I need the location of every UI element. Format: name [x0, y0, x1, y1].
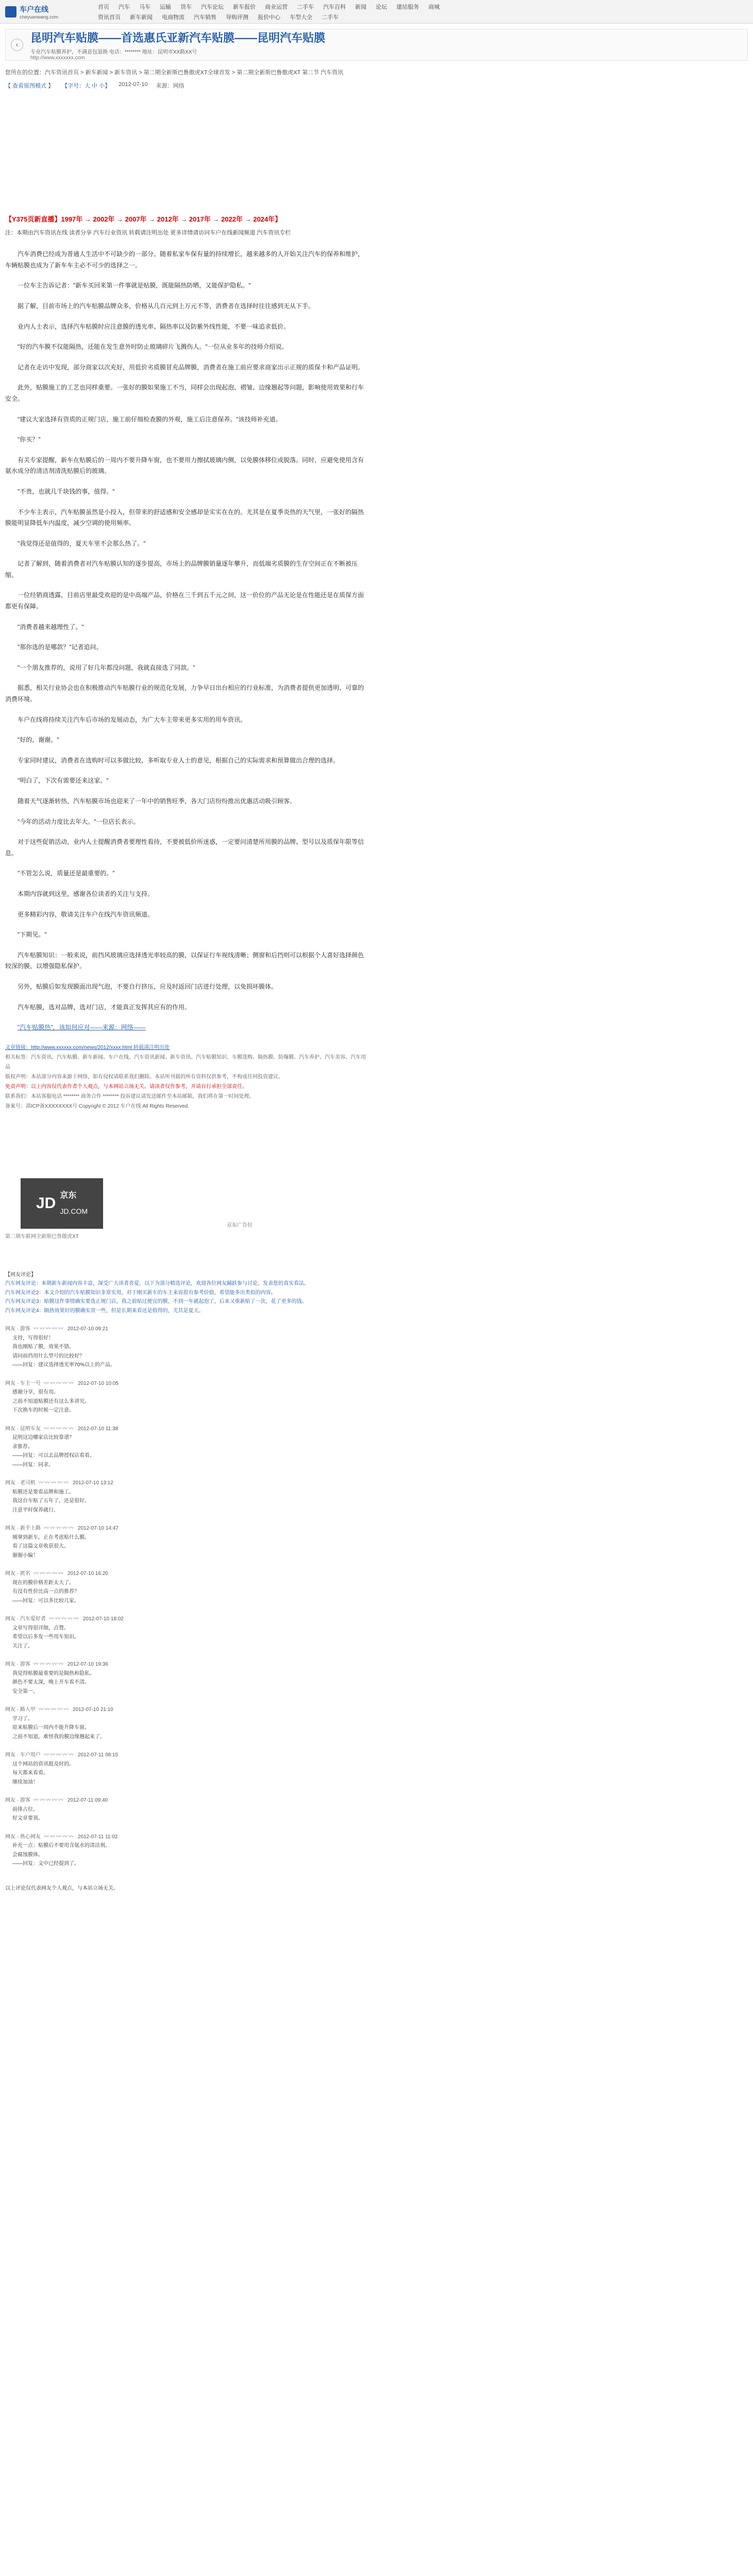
comment-time: 2012-07-10 14:47: [77, 1526, 119, 1532]
comment-line: ——回复：同求。: [12, 1462, 54, 1468]
article-paragraph: 此外，贴膜施工的工艺也同样重要。一张好的膜如果施工不当，同样会出现起泡、褶皱、边缘翘起等问题，影响使用效果和行车安全。: [5, 384, 364, 402]
article-paragraph: "建议大家选择有资质的正规门店，施工前仔细检查膜的外观，施工后注意保养。"该技师补充道。: [18, 415, 282, 423]
top-nav-item[interactable]: 汽车百科: [323, 4, 346, 10]
sub-nav-item[interactable]: 电商物流: [162, 14, 185, 21]
comment-line: 好文章要顶。: [12, 1816, 43, 1822]
comment-line: 安全第一。: [12, 1688, 38, 1694]
comment-line: 求推荐。: [12, 1444, 33, 1450]
comment-item: [5, 1660, 376, 1696]
comment-line: 每天都来看看。: [12, 1770, 48, 1776]
comment-time: 2012-07-10 11:38: [77, 1426, 119, 1432]
article-paragraph: 据了解，目前市场上的汽车贴膜品牌众多，价格从几百元到上万元不等，消费者在选择时往往感到无从下手。: [18, 302, 315, 310]
comment-item: [5, 1325, 376, 1370]
comment-line: ——回复：可以多比较几家。: [12, 1598, 79, 1604]
comment-time: 2012-07-10 18:02: [82, 1616, 124, 1622]
article-paragraph: 记者在走访中发现，部分商家以次充好，用低价劣质膜冒充品牌膜，消费者在施工前应要求商家出示正规的质保卡和产品证明。: [18, 363, 364, 371]
article-paragraphs: [5, 249, 366, 1013]
article-paragraph: 专家同时建议，消费者在选购时可以多做比较，多听取专业人士的意见，根据自己的实际需求和预算做出合理的选择。: [18, 756, 340, 764]
top-nav-item[interactable]: 汽车: [119, 4, 130, 10]
article-body: [5, 213, 366, 1033]
comment-user[interactable]: 网友 · 昆明车友: [5, 1426, 41, 1432]
article-url[interactable]: 文章链接：http://www.xxxxxx.com/news/2012/xxxx.html 转载请注明出处: [5, 1044, 170, 1050]
comment-time: 2012-07-10 13:12: [72, 1480, 113, 1486]
article-paragraph: 随着天气逐渐转热，汽车贴膜市场也迎来了一年中的销售旺季，各大门店纷纷推出优惠活动吸引顾客。: [18, 798, 296, 805]
wave-icon: 〰〰〰〰〰: [33, 1798, 64, 1804]
comment-line: ——回复：建议选择透光率70%以上的产品。: [12, 1362, 116, 1368]
comment-user[interactable]: 网友 · 汽车爱好者: [5, 1616, 46, 1622]
comment-line: 刚拿到新车，正在考虑贴什么膜。: [12, 1534, 90, 1540]
comment-line: 我这台车贴了五年了，还是很好。: [12, 1498, 90, 1504]
sub-nav-item[interactable]: 车型大全: [290, 14, 312, 21]
comment-header: [5, 1796, 376, 1805]
icp-line: 备案号：滇ICP备XXXXXXXX号 Copyright © 2012 车户在线 All Rights Reserved.: [5, 1103, 189, 1109]
comment-user[interactable]: 网友 · 新手上路: [5, 1526, 41, 1532]
top-nav-item[interactable]: 汽车论坛: [201, 4, 224, 10]
article-paragraph: "不贵，也就几千块钱的事，值得。": [18, 487, 115, 495]
comment-line: 下次换车的时候一定注意。: [12, 1408, 74, 1414]
comment-line: 会腐蚀膜体。: [12, 1852, 43, 1858]
comment-body: [12, 1388, 376, 1415]
top-nav-item[interactable]: 首页: [98, 4, 109, 10]
wave-icon: 〰〰〰〰〰: [48, 1616, 80, 1622]
top-nav-item[interactable]: 商城: [428, 4, 440, 10]
article-paragraph: "明白了，下次有需要还来这家。": [18, 777, 109, 785]
comment-time: 2012-07-10 21:10: [72, 1707, 113, 1713]
comment-header: [5, 1524, 376, 1533]
comment-body: [12, 1433, 376, 1469]
comment-item: [5, 1833, 376, 1869]
sub-nav-item[interactable]: 报价中心: [258, 14, 280, 21]
comment-line: 我觉得贴膜最重要的是隔热和隐私。: [12, 1670, 95, 1676]
comment-header: [5, 1833, 376, 1842]
comment-body: [12, 1715, 376, 1742]
comment-line: 原来贴膜后一周内不能升降车窗。: [12, 1725, 90, 1731]
comment-line: 感谢分享，很有用。: [12, 1389, 59, 1396]
comment-header: [5, 1615, 376, 1624]
comment-body: [12, 1488, 376, 1515]
ad-banner[interactable]: [5, 29, 748, 61]
banner-title[interactable]: 昆明汽车贴膜——首选惠氏亚新汽车贴膜——昆明汽车贴膜: [30, 31, 326, 44]
comment-line: 谢谢小编！: [12, 1552, 38, 1558]
wave-icon: 〰〰〰〰〰: [33, 1571, 64, 1577]
chevron-left-icon[interactable]: ‹: [11, 39, 23, 51]
comment-user[interactable]: 网友 · 游客: [5, 1798, 30, 1804]
comment-header: [5, 1479, 376, 1488]
wave-icon: 〰〰〰〰〰: [33, 1326, 64, 1332]
comment-time: 2012-07-11 08:15: [77, 1752, 119, 1758]
comment-line: 贴膜还是要看品牌和施工。: [12, 1489, 74, 1495]
top-nav: [98, 3, 440, 11]
jd-brand-url: JD.COM: [60, 1207, 88, 1216]
comment-body: [12, 1760, 376, 1787]
comment-line: 希望以后多发一些用车知识。: [12, 1634, 79, 1640]
comment-user[interactable]: 网友 · 老司机: [5, 1480, 36, 1486]
comment-user[interactable]: 网友 · 匿名: [5, 1571, 30, 1577]
original-mode-link[interactable]: 【 查看原图模式 】: [5, 83, 54, 89]
comment-time: 2012-07-10 19:36: [67, 1662, 108, 1668]
tags-line: 相关标签：汽车资讯、汽车贴膜、新车新闻、车户在线、汽车资讯新闻、新车资讯、汽车贴膜知识、车膜选购、隔热膜、防爆膜、汽车养护、汽车美容、汽车用品: [5, 1054, 366, 1070]
article-paragraph: 记者了解到，随着消费者对汽车贴膜认知的逐步提高，市场上的品牌膜销量逐年攀升，而低端劣质膜的生存空间正在不断被压缩。: [5, 560, 358, 579]
comment-user[interactable]: 网友 · 车主一号: [5, 1380, 41, 1386]
ad-line: 第二期车联网全新斯巴鲁傲虎XT: [5, 1233, 79, 1240]
jd-brand: JD: [36, 1194, 56, 1212]
article-headline: 【Y375页新直播】1997年 → 2002年 → 2007年 → 2012年 → 2017年 → 2022年 → 2024年】: [5, 215, 282, 223]
article-paragraph: 汽车贴膜知识：一般来说，前挡风玻璃应选择透光率较高的膜，以保证行车视线清晰；侧窗和后挡则可以根据个人喜好选择颜色较深的膜，以增强隐私保护。: [5, 951, 364, 970]
comment-body: [12, 1533, 376, 1561]
comment-time: 2012-07-11 09:40: [67, 1798, 108, 1804]
jd-logo[interactable]: [21, 1178, 103, 1229]
comment-time: 2012-07-10 10:05: [77, 1380, 119, 1386]
comment-line: 现在的膜价格差距太大了。: [12, 1580, 74, 1586]
comment-header: [5, 1660, 376, 1669]
contact-line: 联系我们：本站客服电话 ******** 商务合作 ******** 投诉建议请发送邮件至本站邮箱，我们将在第一时间处理。: [5, 1093, 255, 1099]
top-nav-item[interactable]: 商业运营: [265, 4, 288, 10]
comment-line: ——回复：文中已经提到了。: [12, 1861, 79, 1867]
comment-line: 昆明这边哪家店比较靠谱？: [12, 1435, 74, 1441]
top-nav-item[interactable]: 货车: [180, 4, 192, 10]
comment-line: 支持，写得很好！: [12, 1335, 54, 1341]
comment-body: [12, 1669, 376, 1697]
top-nav-item[interactable]: 马车: [139, 4, 150, 10]
comment-item: [5, 1479, 376, 1515]
comment-line: 有没有性价比高一点的推荐？: [12, 1589, 79, 1595]
comment-user[interactable]: 网友 · 热心网友: [5, 1834, 41, 1840]
comments-title: 【网友评论】: [5, 1272, 36, 1278]
wave-icon: 〰〰〰〰〰: [43, 1426, 75, 1432]
comment-header: [5, 1325, 376, 1334]
wave-icon: 〰〰〰〰〰: [38, 1480, 70, 1486]
comment-time: 2012-07-11 11:02: [77, 1834, 118, 1840]
article-footer: [5, 1043, 366, 1111]
article-paragraph: 对于这些促销活动，业内人士提醒消费者要理性看待，不要被低价所迷惑，一定要问清楚所用膜的品牌、型号以及质保年限等信息。: [5, 838, 364, 857]
comments-end-note: 以上评论仅代表网友个人观点，与本站立场无关。: [5, 1885, 119, 1891]
comment-body: [12, 1624, 376, 1651]
comment-item: [5, 1796, 376, 1823]
comment-line: 颜色不要太深，晚上开车看不清。: [12, 1680, 90, 1686]
disclaimer-line: 免责声明：以上内容仅代表作者个人观点，与本网站立场无关。请读者仅作参考，并请自行承担全部责任。: [5, 1083, 247, 1090]
comment-item: [5, 1569, 376, 1605]
comments-lead-line: 汽车网友评论4：隔热效果好的膜确实贵一些，但是长期来看还是值得的，尤其是夏天。: [5, 1308, 204, 1314]
logo-text: 车户在线: [20, 5, 48, 13]
article-meta: [5, 81, 748, 90]
comments-lead: [5, 1279, 376, 1315]
article-paragraph: "我觉得还是值得的，夏天车里不会那么热了。": [18, 539, 146, 547]
comment-user[interactable]: 网友 · 路人甲: [5, 1707, 36, 1713]
comment-body: [12, 1805, 376, 1823]
ad-caption: 京东广告位: [227, 1222, 253, 1228]
sub-nav: [98, 13, 440, 21]
comment-time: 2012-07-10 09:21: [67, 1326, 108, 1332]
article-paragraph: "消费者越来越理性了。": [18, 623, 84, 631]
article-paragraph: 汽车贴膜，选对品牌，选对门店，才能真正发挥其应有的作用。: [18, 1003, 191, 1011]
article-paragraph: 一位经销商透露，目前店里最受欢迎的是中高端产品，价格在三千到五千元之间，这一价位的产品无论是在性能还是在质保方面都更有保障。: [5, 591, 364, 611]
article-paragraph: 更多精彩内容，敬请关注车户在线汽车资讯频道。: [18, 910, 154, 918]
article-source: 来源：网络: [156, 83, 185, 89]
comment-item: [5, 1615, 376, 1651]
wave-icon: 〰〰〰〰〰: [43, 1752, 75, 1758]
comment-line: 我也刚贴了膜，效果不错。: [12, 1344, 74, 1350]
logo-icon: [5, 6, 16, 18]
comments-lead-line: 汽车网友评论2：本文介绍的汽车贴膜知识非常实用，对于刚买新车的车主来说很有参考价值，希望能多出类似的内容。: [5, 1290, 276, 1296]
comment-line: 之前不知道，难怪我的膜边缘翘起来了。: [12, 1734, 105, 1740]
top-nav-item[interactable]: 论坛: [376, 4, 387, 10]
breadcrumb[interactable]: 您所在的位置：汽车资讯首页 > 新车新闻 > 新车资讯 > 第二期全新斯巴鲁傲虎XT全球首发 > 第二期全新斯巴鲁傲虎XT 第二节 汽车资讯: [5, 70, 344, 76]
logo-subtext: cheyuanwang.com: [20, 14, 59, 20]
comment-line: 学习了。: [12, 1716, 33, 1722]
article-paragraph: 汽车消费已经成为普通人生活中不可缺少的一部分。随着私家车保有量的持续增长，越来越多的人开始关注汽车的保养和维护，车辆贴膜也成为了新车车主必不可少的选择之一。: [5, 250, 364, 269]
article-paragraph: 不少车主表示，汽车贴膜虽然是小投入，但带来的舒适感和安全感却是实实在在的。尤其是在夏季炎热的天气里，一张好的隔热膜能明显降低车内温度，减少空调的使用频率。: [5, 508, 364, 527]
comment-line: 继续加油！: [12, 1779, 38, 1785]
comment-line: 看了这篇文章收获很大。: [12, 1544, 69, 1550]
comment-header: [5, 1705, 376, 1715]
jd-brand-cn: 京东: [60, 1191, 77, 1200]
sub-nav-item[interactable]: 二手车: [322, 14, 339, 21]
article-note: 注：本期由汽车资讯在线 读者分享 汽车行业资讯 转载请注明出处 更多详情请访问车户在线新闻频道 汽车资讯专栏: [5, 230, 291, 236]
sub-nav-item[interactable]: 汽车销售: [194, 14, 216, 21]
comment-line: 这个网站的资讯挺及时的。: [12, 1761, 74, 1767]
article-paragraph: "下期见。": [18, 931, 47, 939]
article-paragraph: 另外，贴膜后如发现膜面出现气泡，不要自行挤压，应及时返回门店进行处理，以免损坏膜体。: [18, 982, 278, 990]
comment-line: 文章写得很详细，点赞。: [12, 1625, 69, 1631]
top-nav-item[interactable]: 运输: [160, 4, 171, 10]
top-nav-item[interactable]: 新车报价: [233, 4, 256, 10]
publish-date: 2012-07-10: [119, 81, 148, 88]
article-paragraph: "不管怎么说，质量还是最重要的。": [18, 870, 115, 877]
comment-user[interactable]: 网友 · 车户用户: [5, 1752, 41, 1758]
comment-user[interactable]: 网友 · 游客: [5, 1326, 30, 1332]
article-paragraph: "一个朋友推荐的，说用了好几年都没问题，我就直接选了同款。": [18, 664, 195, 671]
comment-line: 前排占位。: [12, 1806, 38, 1812]
comment-header: [5, 1379, 376, 1388]
comments-section: [5, 1270, 376, 1893]
comment-header: [5, 1425, 376, 1434]
comment-header: [5, 1751, 376, 1760]
top-bar: [0, 0, 753, 24]
comment-line: 注意平时保养就行。: [12, 1507, 59, 1513]
article-paragraph: "今年的活动力度比去年大。"一位店长表示。: [18, 818, 140, 825]
wave-icon: 〰〰〰〰〰: [38, 1707, 70, 1713]
comment-line: 补充一点：贴膜后不要用含氨水的清洁剂。: [12, 1843, 110, 1849]
comments-lead-line: 汽车网友评论3：贴膜这件事情确实要选正规门店，我之前贴过便宜的膜，不到一年就起泡了，后来又重新贴了一次，花了更多的钱。: [5, 1299, 307, 1305]
article-paragraph: 业内人士表示，选择汽车贴膜时应注意膜的透光率、隔热率以及防紫外线性能，不要一味追求低价。: [18, 323, 290, 330]
font-size-switch[interactable]: 【字号：大 中 小】: [62, 83, 111, 89]
wave-icon: 〰〰〰〰〰: [43, 1834, 75, 1840]
article-paragraph: "好的汽车膜不仅能隔热，还能在发生意外时防止玻璃碎片飞溅伤人。"一位从业多年的技师介绍说。: [18, 343, 288, 351]
wave-icon: 〰〰〰〰〰: [43, 1526, 75, 1532]
wave-icon: 〰〰〰〰〰: [33, 1662, 64, 1668]
comment-body: [12, 1579, 376, 1606]
sub-nav-item[interactable]: 资讯首页: [98, 14, 121, 21]
top-nav-item[interactable]: 二手车: [297, 4, 314, 10]
comment-item: [5, 1425, 376, 1470]
comment-item: [5, 1379, 376, 1415]
banner-subtitle: 专业汽车贴膜养护，不满意包退换 电话：******** 地址：昆明市XX路XX号: [30, 49, 197, 55]
site-logo[interactable]: [5, 4, 67, 20]
sub-nav-item[interactable]: 新车新闻: [130, 14, 153, 21]
jd-ad[interactable]: [21, 1178, 753, 1229]
article-paragraph: 本期内容就到这里，感谢各位读者的关注与支持。: [18, 890, 154, 897]
article-paragraph: 车户在线将持续关注汽车后市场的发展动态，为广大车主带来更多实用的用车资讯。: [18, 716, 247, 723]
top-nav-item[interactable]: 新闻: [355, 4, 366, 10]
article-paragraph: "那你选的是哪款？"记者追问。: [18, 643, 103, 651]
comments-list: [5, 1325, 376, 1869]
article-paragraph: "你买？": [18, 436, 41, 444]
article-paragraph: 一位车主告诉记者："新车买回来第一件事就是贴膜，既能隔热防晒，又能保护隐私。": [18, 282, 251, 290]
comment-header: [5, 1569, 376, 1579]
comment-line: 关注了。: [12, 1643, 33, 1649]
banner-url[interactable]: http://www.xxxxxxx.com: [30, 55, 85, 61]
top-nav-item[interactable]: 建站服务: [396, 4, 419, 10]
comment-line: ——回复：可以去品牌授权店看看。: [12, 1453, 95, 1459]
article-tail-link[interactable]: "汽车贴膜热"，该如何应对——来源：网络——: [18, 1024, 146, 1031]
comment-body: [12, 1334, 376, 1370]
comment-time: 2012-07-10 16:20: [67, 1571, 108, 1577]
comments-lead-line: 汽车网友评论：本期新车新闻内容丰富，深受广大读者喜爱，以下为部分精选评论，欢迎各位网友踊跃参与讨论，发表您的真实看法。: [5, 1281, 309, 1287]
wave-icon: 〰〰〰〰〰: [43, 1380, 75, 1386]
sub-nav-item[interactable]: 导购评测: [226, 14, 248, 21]
copyright-line: 版权声明：本站部分内容来源于网络，如有侵权请联系我们删除。本站所刊载的所有资料仅供参考，不构成任何投资建议。: [5, 1074, 283, 1080]
article-paragraph: 据悉，相关行业协会也在积极推动汽车贴膜行业的规范化发展，力争早日出台相应的行业标准，为消费者提供更加透明、可靠的消费环境。: [5, 684, 364, 703]
comment-body: [12, 1841, 376, 1869]
article-paragraph: "好的，谢谢。": [18, 736, 59, 744]
comment-item: [5, 1524, 376, 1560]
article-paragraph: 有关专家提醒，新车在贴膜后的一周内不要升降车窗，也不要用力擦拭玻璃内侧，以免膜体移位或脱落。同时，应避免使用含有氨水成分的清洁剂清洗贴膜后的玻璃。: [5, 456, 364, 475]
comment-line: 请问前挡用什么型号的比较好？: [12, 1353, 85, 1359]
comment-user[interactable]: 网友 · 游客: [5, 1662, 30, 1668]
comment-item: [5, 1751, 376, 1787]
comment-line: 之前不知道贴膜还有这么多讲究。: [12, 1398, 90, 1404]
comment-item: [5, 1705, 376, 1741]
